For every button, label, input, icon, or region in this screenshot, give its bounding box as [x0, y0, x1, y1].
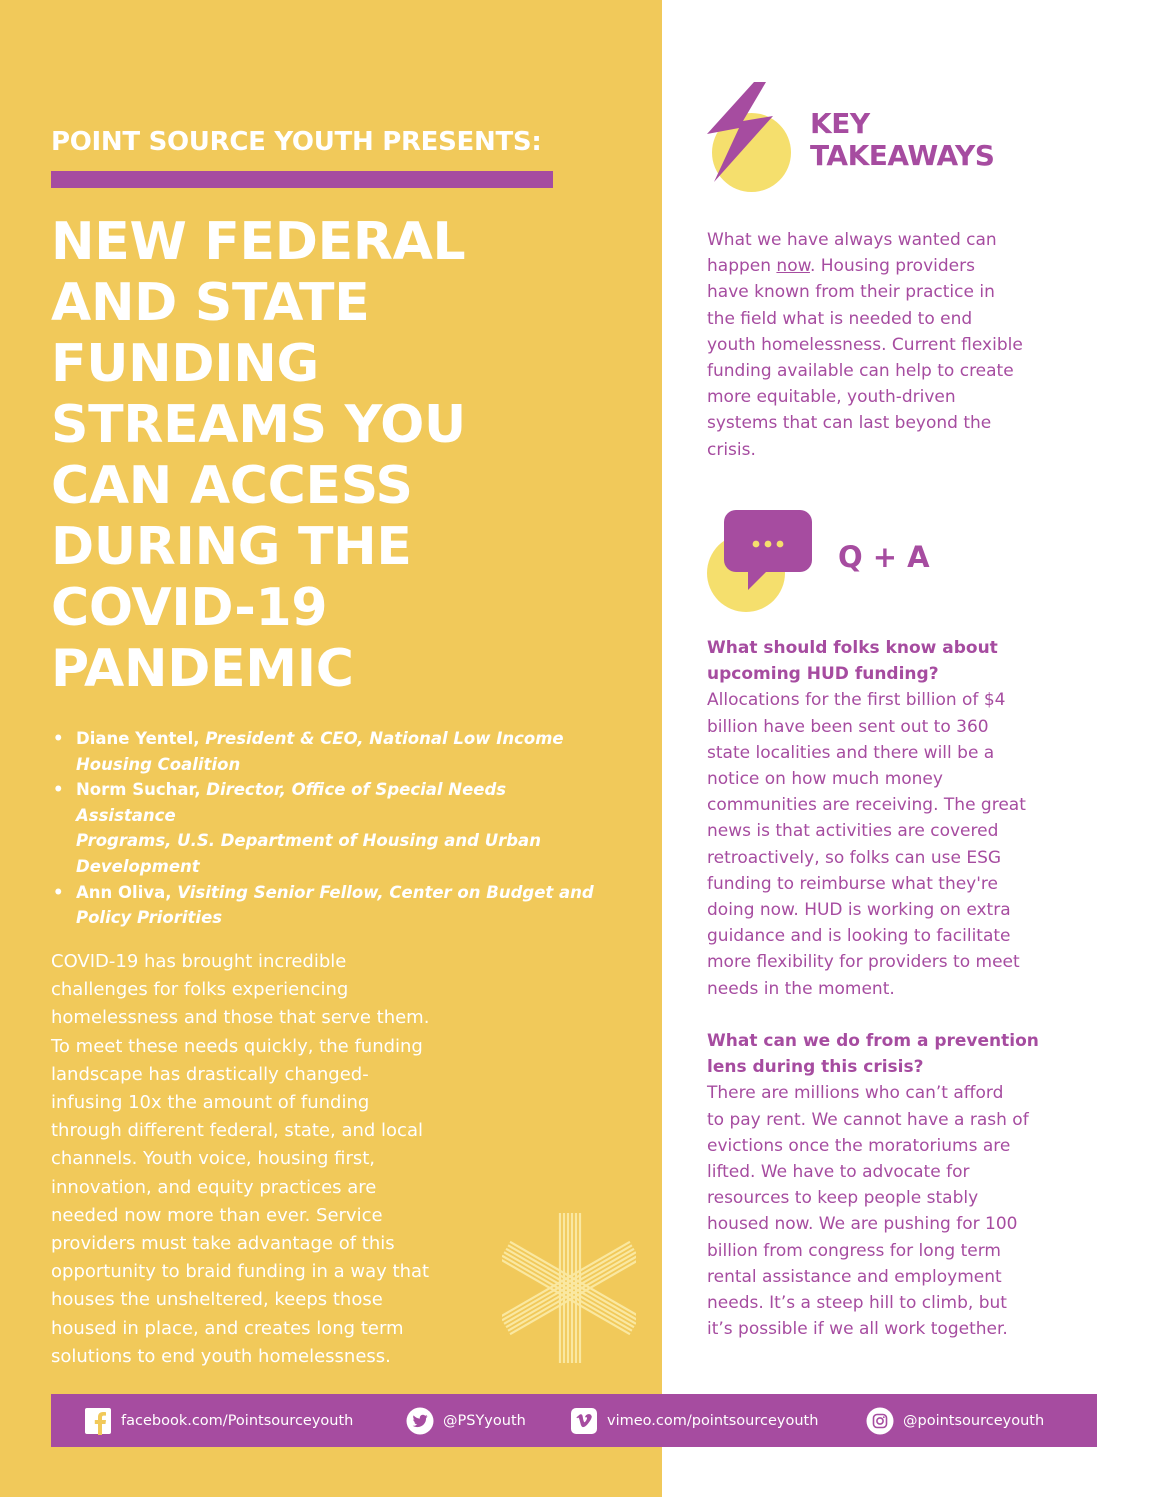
- intro-line: landscape has drastically changed-: [51, 1063, 369, 1085]
- takeaway-line: What we have always wanted can: [707, 230, 997, 250]
- star-burst-icon: [502, 1211, 636, 1365]
- page-title: [51, 212, 611, 700]
- intro-line: housed in place, and creates long term: [51, 1317, 404, 1339]
- presents-divider: [51, 171, 553, 188]
- answer-line: evictions once the moratoriums are: [707, 1135, 1011, 1156]
- answer-line: notice on how much money: [707, 769, 943, 790]
- qa-spacer: [707, 1002, 1117, 1028]
- speaker-role-cont: Development: [76, 856, 200, 876]
- speaker-role-cont: Programs, U.S. Department of Housing and Urban: [76, 831, 541, 851]
- answer-line: housed now. We are pushing for 100: [707, 1214, 1018, 1235]
- answer-line: resources to keep people stably: [707, 1188, 979, 1209]
- vimeo-icon: [570, 1407, 598, 1435]
- facebook-handle: facebook.com/Pointsourceyouth: [121, 1412, 354, 1429]
- qa-title: Q + A: [838, 540, 930, 574]
- intro-line: homelessness and those that serve them.: [51, 1007, 430, 1029]
- intro-line: infusing 10x the amount of funding: [51, 1092, 370, 1114]
- answer-line: There are millions who can’t afford: [707, 1083, 1004, 1104]
- title-line: CAN ACCESS: [51, 456, 413, 516]
- answer-line: needs in the moment.: [707, 978, 895, 999]
- question-line: lens during this crisis?: [707, 1057, 924, 1078]
- answer-line: rental assistance and employment: [707, 1266, 1002, 1287]
- answer-line: lifted. We have to advocate for: [707, 1162, 970, 1183]
- answer-line: Allocations for the first billion of $4: [707, 690, 1006, 711]
- twitter-icon: [406, 1407, 434, 1435]
- takeaway-line: systems that can last beyond the: [707, 413, 992, 434]
- answer-line: doing now. HUD is working on extra: [707, 900, 1011, 921]
- speaker-role: President & CEO, National Low Income: [205, 729, 564, 748]
- vimeo-link[interactable]: [570, 1394, 818, 1447]
- answer-line: funding to reimburse what they're: [707, 873, 998, 894]
- speaker-name: Ann Oliva,: [76, 882, 178, 902]
- intro-line: COVID-19 has brought incredible: [51, 951, 347, 972]
- facebook-icon: [84, 1407, 112, 1435]
- speaker-item: [51, 726, 611, 777]
- speaker-list: [51, 726, 611, 931]
- question-line: What should folks know about: [707, 638, 998, 658]
- speaker-role-cont: Policy Priorities: [76, 908, 223, 928]
- question-line: upcoming HUD funding?: [707, 664, 939, 685]
- intro-paragraph: [51, 948, 496, 1371]
- answer-line: needs. It’s a steep hill to climb, but: [707, 1293, 1007, 1314]
- takeaway-line: more equitable, youth-driven: [707, 387, 956, 408]
- speaker-name: Diane Yentel,: [76, 729, 206, 748]
- title-line: COVID-19: [51, 578, 328, 638]
- instagram-link[interactable]: [866, 1394, 1044, 1447]
- key-takeaways-text: [707, 227, 1107, 463]
- key-takeaways-title: [810, 108, 994, 172]
- answer-line: guidance and is looking to facilitate: [707, 926, 1011, 947]
- lightning-bolt-icon: [705, 80, 775, 184]
- takeaway-line: funding available can help to create: [707, 361, 1014, 382]
- vimeo-handle: vimeo.com/pointsourceyouth: [607, 1412, 819, 1429]
- answer-line: state localities and there will be a: [707, 742, 995, 763]
- intro-line: houses the unsheltered, keeps those: [51, 1289, 383, 1311]
- intro-line: through different federal, state, and local: [51, 1120, 423, 1142]
- takeaway-line: have known from their practice in: [707, 282, 995, 303]
- question-line: What can we do from a prevention: [707, 1031, 1039, 1052]
- presents-heading: POINT SOURCE YOUTH PRESENTS:: [51, 127, 542, 157]
- takeaway-line: youth homelessness. Current flexible: [707, 334, 1023, 355]
- answer-line: communities are receiving. The great: [707, 795, 1026, 816]
- answer-line: more flexibility for providers to meet: [707, 952, 1020, 973]
- speaker-role: Visiting Senior Fellow, Center on Budget and: [177, 882, 594, 902]
- key-takeaways-title-line: TAKEAWAYS: [810, 139, 995, 172]
- title-line: DURING THE: [51, 517, 412, 577]
- title-line: FUNDING: [51, 334, 319, 394]
- intro-line: providers must take advantage of this: [51, 1233, 395, 1255]
- speaker-role-cont: Housing Coalition: [76, 754, 241, 774]
- takeaway-text: happen: [707, 256, 777, 277]
- twitter-handle: @PSYyouth: [443, 1412, 526, 1429]
- title-line: NEW FEDERAL: [51, 212, 466, 272]
- intro-line: needed now more than ever. Service: [51, 1204, 383, 1226]
- title-line: PANDEMIC: [51, 639, 354, 699]
- answer-line: it’s possible if we all work together.: [707, 1319, 1008, 1340]
- intro-line: challenges for folks experiencing: [51, 979, 349, 1001]
- title-line: AND STATE: [51, 273, 370, 333]
- speaker-role: Director, Office of Special Needs Assistance: [76, 780, 507, 825]
- emphasis-now: now: [776, 256, 810, 277]
- instagram-icon: [866, 1407, 894, 1435]
- chat-bubble-icon: [722, 508, 814, 592]
- intro-line: channels. Youth voice, housing first,: [51, 1148, 375, 1170]
- takeaway-line: crisis.: [707, 439, 756, 460]
- speaker-name: Norm Suchar,: [76, 780, 207, 800]
- title-line: STREAMS YOU: [51, 395, 466, 455]
- answer-line: retroactively, so folks can use ESG: [707, 847, 1002, 868]
- answer-line: to pay rent. We cannot have a rash of: [707, 1109, 1029, 1130]
- social-footer: [51, 1394, 1097, 1447]
- answer-line: billion have been sent out to 360: [707, 716, 989, 737]
- facebook-link[interactable]: [84, 1394, 353, 1447]
- key-takeaways-title-line: KEY: [810, 107, 870, 140]
- speaker-item: [51, 777, 611, 879]
- speaker-item: [51, 880, 611, 931]
- qa-body: [707, 635, 1117, 1342]
- answer-line: billion from congress for long term: [707, 1240, 1001, 1261]
- takeaway-line: the field what is needed to end: [707, 308, 973, 329]
- intro-line: solutions to end youth homelessness.: [51, 1345, 391, 1367]
- instagram-handle: @pointsourceyouth: [903, 1412, 1045, 1429]
- intro-line: To meet these needs quickly, the funding: [51, 1035, 423, 1057]
- answer-line: news is that activities are covered: [707, 821, 999, 842]
- takeaway-line: [707, 253, 1107, 279]
- intro-line: innovation, and equity practices are: [51, 1176, 377, 1198]
- takeaway-text: . Housing providers: [809, 256, 975, 277]
- intro-line: opportunity to braid funding in a way that: [51, 1261, 430, 1283]
- twitter-link[interactable]: [406, 1394, 526, 1447]
